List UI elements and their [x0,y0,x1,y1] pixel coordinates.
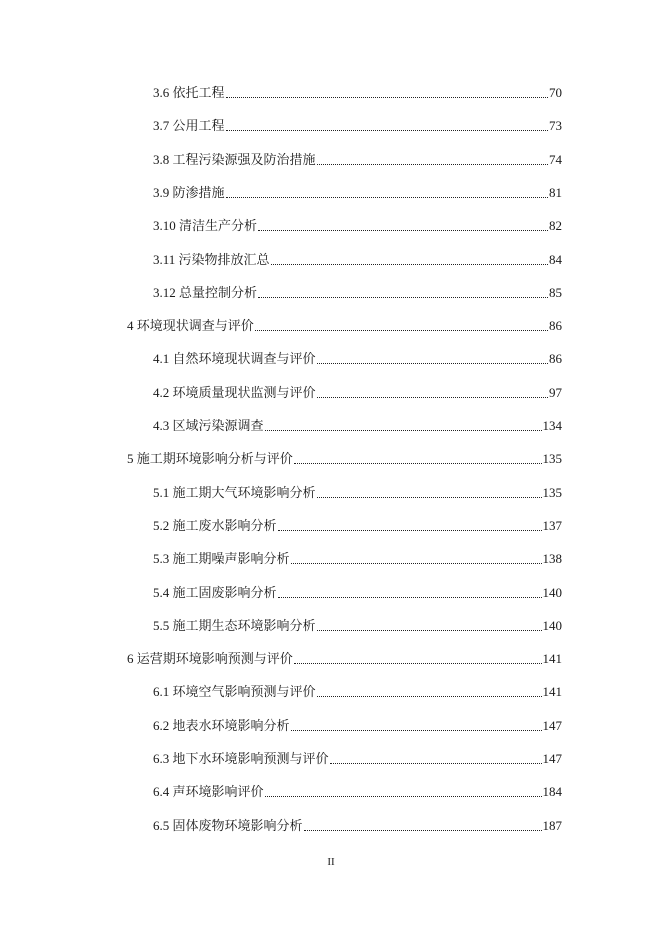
toc-dot-leader [271,260,548,265]
toc-entry-page-number: 73 [549,118,562,133]
toc-entry[interactable] [153,516,562,536]
toc-entry-title: 5.4 施工固废影响分析 [153,585,277,600]
toc-dot-leader [265,792,542,797]
toc-dot-leader [291,726,542,731]
toc-entry[interactable] [153,250,562,270]
toc-entry-title: 5.5 施工期生态环境影响分析 [153,618,316,633]
toc-entry-title: 5.1 施工期大气环境影响分析 [153,485,316,500]
toc-entry-page-number: 86 [549,351,562,366]
toc-dot-leader [317,493,542,498]
toc-entry[interactable] [127,316,562,336]
toc-entry-title: 3.11 污染物排放汇总 [153,252,270,267]
toc-entry[interactable] [153,349,562,369]
toc-entry[interactable] [153,716,562,736]
toc-dot-leader [304,826,542,831]
toc-dot-leader [278,593,542,598]
toc-entry[interactable] [153,416,562,436]
toc-dot-leader [278,526,542,531]
toc-entry-page-number: 140 [542,618,562,633]
toc-entry-title: 3.6 依托工程 [153,85,225,100]
toc-entry-page-number: 140 [542,585,562,600]
page-footer [0,855,662,869]
toc-entry[interactable] [153,782,562,802]
toc-dot-leader [226,126,548,131]
toc-entry-title: 6.3 地下水环境影响预测与评价 [153,751,329,766]
toc-entry-title: 4.2 环境质量现状监测与评价 [153,385,316,400]
toc-dot-leader [317,359,548,364]
toc-entry-page-number: 187 [542,818,562,833]
toc-dot-leader [291,559,542,564]
toc-entry-title: 5.3 施工期噪声影响分析 [153,551,290,566]
toc-entry-title: 3.8 工程污染源强及防治措施 [153,152,316,167]
toc-dot-leader [330,759,542,764]
toc-dot-leader [258,226,548,231]
toc-entry[interactable] [153,216,562,236]
toc-entry-title: 5.2 施工废水影响分析 [153,518,277,533]
toc-entry-page-number: 137 [542,518,562,533]
toc-entry-title: 6.1 环境空气影响预测与评价 [153,684,316,699]
toc-entry-page-number: 135 [542,485,562,500]
toc-dot-leader [258,293,548,298]
toc-entry-page-number: 147 [542,751,562,766]
toc-entry-page-number: 138 [542,551,562,566]
toc-entry-title: 5 施工期环境影响分析与评价 [127,451,293,466]
toc-dot-leader [317,626,542,631]
toc-entry-title: 4 环境现状调查与评价 [127,318,254,333]
toc-dot-leader [317,393,548,398]
toc-dot-leader [294,659,542,664]
toc-entry-page-number: 70 [549,85,562,100]
toc-dot-leader [226,193,548,198]
toc-dot-leader [255,326,548,331]
toc-entry[interactable] [153,816,562,836]
toc-entry[interactable] [153,583,562,603]
toc-entry-page-number: 141 [542,651,562,666]
toc-entry-page-number: 86 [549,318,562,333]
toc-entry-page-number: 184 [542,784,562,799]
toc-entry-page-number: 97 [549,385,562,400]
toc-entry-title: 6.4 声环境影响评价 [153,784,264,799]
toc-entry-title: 4.3 区域污染源调查 [153,418,264,433]
toc-entry[interactable] [153,749,562,769]
toc-entry-title: 6.5 固体废物环境影响分析 [153,818,303,833]
toc-entry[interactable] [153,682,562,702]
toc-entry-title: 6.2 地表水环境影响分析 [153,718,290,733]
toc-entry-page-number: 84 [549,252,562,267]
toc-entry-page-number: 85 [549,285,562,300]
toc-entry[interactable] [127,449,562,469]
toc-entry-page-number: 74 [549,152,562,167]
toc-entry-title: 4.1 自然环境现状调查与评价 [153,351,316,366]
toc-entry-page-number: 135 [542,451,562,466]
toc-dot-leader [294,459,542,464]
toc-entry[interactable] [127,649,562,669]
toc-entry[interactable] [153,616,562,636]
toc-entry-title: 3.10 清洁生产分析 [153,218,258,233]
toc-entry-title: 6 运营期环境影响预测与评价 [127,651,293,666]
toc-entry[interactable] [153,549,562,569]
toc-dot-leader [317,692,542,697]
toc-entry[interactable] [153,116,562,136]
toc-entry[interactable] [153,83,562,103]
toc-entry[interactable] [153,283,562,303]
page-number: II [327,856,335,868]
toc-entry-title: 3.12 总量控制分析 [153,285,258,300]
toc-entry-page-number: 147 [542,718,562,733]
toc-entry-page-number: 134 [542,418,562,433]
toc-entry-title: 3.7 公用工程 [153,118,225,133]
toc-entry-page-number: 141 [542,684,562,699]
toc-entry[interactable] [153,383,562,403]
toc-entry[interactable] [153,150,562,170]
toc-dot-leader [265,426,542,431]
toc-entry-title: 3.9 防渗措施 [153,185,225,200]
toc-entry[interactable] [153,483,562,503]
toc-entry-page-number: 82 [549,218,562,233]
toc-dot-leader [317,160,548,165]
toc-entry-page-number: 81 [549,185,562,200]
toc-entry[interactable] [153,183,562,203]
toc-dot-leader [226,93,548,98]
